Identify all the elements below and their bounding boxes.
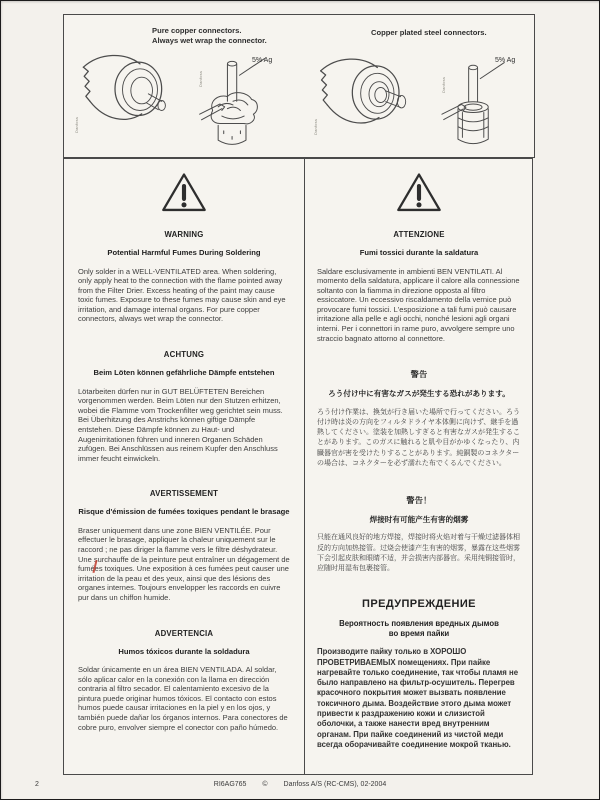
warning-body-french: Braser uniquement dans une zone BIEN VENTILÉE. Pour effectuer le brasage, appliquer la chaleur uniquement sur le raccord ; ne pas diriger la flamme vers le filtre déshydrateur. Une surchauffe de la peinture peut entraîner un dégagement de fumées toxiques. Une exposition à ces fumées peut causer une irritation de la peau et des yeux, ainsi que des lésions des organes internes. Toujours envelopper les raccords en cuivre pur dans un chiffon humide. <box>78 525 290 602</box>
warning-triangle-icon <box>161 171 207 213</box>
warning-subtitle-german: Beim Löten können gefährliche Dämpfe entstehen <box>93 368 275 378</box>
warning-triangle-wrap <box>78 171 290 218</box>
warning-triangle-wrap <box>317 171 521 218</box>
warning-section-german <box>78 350 290 463</box>
figure-copper-plated-steel <box>299 15 534 157</box>
figure-ref-label: Danfoss <box>441 76 446 93</box>
solder-alloy-label: 5% Ag <box>252 57 273 64</box>
figure-ref-label: Danfoss <box>198 70 203 87</box>
warning-body-japanese: ろう付け作業は、換気が行き届いた場所で行ってください。ろう付け時は炎の方向をフィルタドライヤ本体側に向けず、継手を過熱してください。塗装を加熱しすぎると有害なガスが発生することがあります。このガスに触れると肌や目がかゆくなったり、内臓器官が害を受けたりすることがあります。純銅製のコネクターの場合は、コネクターを必ず濡れた布でくるんでください。 <box>316 408 520 467</box>
warnings-column-left <box>64 159 305 774</box>
warning-heading-chinese: 警告！ <box>406 495 432 505</box>
warning-section-russian <box>317 598 521 750</box>
figure-caption-right <box>371 28 487 38</box>
footer-imprint <box>0 781 600 788</box>
warning-triangle-icon <box>396 171 442 213</box>
warning-body-german: Lötarbeiten dürfen nur in GUT BELÜFTETEN Bereichen vorgenommen werden. Beim Löten nur den Stutzen erhitzen, wobei die Flamme vom Trockenfilter weg gerichtet sein muss. Bei Überhitzung des Anstrichs können giftige Dämpfe entstehen. Diese Dämpfe können zu Haut- und Augenirritationen führen und inneren Organen Schäden zufügen. Bei Anschlüssen aus reinem Kupfer den Anschluss immer feucht einwickeln. <box>78 386 283 463</box>
solder-alloy-label: 5% Ag <box>495 57 516 64</box>
caption-line: Pure copper connectors. <box>152 26 242 35</box>
warning-heading-french: AVERTISSEMENT <box>149 489 219 499</box>
warning-body-spanish: Soldar únicamente en un área BIEN VENTILADA. Al soldar, sólo aplicar calor en la conexión con la llama en dirección contraria al filtro secador. El calentamiento excesivo de la pintura puede originar humos tóxicos. El contacto con estos humos puede causar irritaciones en la piel y en los ojos, y también puede dañar los órganos internos. Para conectores de cobre puro, envolver siempre el conector con paño húmedo. <box>78 665 288 732</box>
warning-body-english: Only solder in a WELL-VENTILATED area. When soldering, only apply heat to the connection with the flame pointed away from the Filter Drier. Excess heating of the paint may cause toxic fumes. Exposure to these fumes may cause skin and eye irritation, and damage internal organs. For pure copper connectors, always wet wrap the connector. <box>78 266 286 324</box>
warning-subtitle-italian: Fumi tossici durante la saldatura <box>359 248 479 257</box>
warning-section-english <box>78 230 290 324</box>
warning-section-italian <box>317 230 521 343</box>
figure-ref-label: Danfoss <box>313 118 318 135</box>
warning-subtitle-english: Potential Harmful Fumes During Soldering <box>107 248 261 257</box>
warning-section-french <box>78 489 290 602</box>
steel-connector-illustration <box>309 45 409 145</box>
warnings-panel <box>63 158 533 775</box>
warning-heading-spanish: ADVERTENCIA <box>154 628 214 638</box>
warning-section-spanish <box>78 629 290 733</box>
warning-section-japanese <box>317 369 521 469</box>
figure-pure-copper <box>64 15 299 157</box>
caption-line: Copper plated steel connectors. <box>371 28 487 37</box>
soldering-illustration <box>437 59 511 157</box>
copper-connector-illustration <box>70 41 170 145</box>
warning-heading-english: WARNING <box>164 230 204 239</box>
figures-panel <box>63 14 535 158</box>
warning-heading-german: ACHTUNG <box>163 350 205 360</box>
warning-subtitle-chinese: 焊接时有可能产生有害的烟雾 <box>369 514 469 524</box>
warning-body-italian: Saldare esclusivamente in ambienti BEN VENTILATI. Al momento della saldatura, applicare il calore alla connessione soltanto con la fiamma in direzione opposta al filtro essiccatore. Un eccessivo riscaldamento della vernice può provocare fumi tossici. L'esposizione a tali fumi può causare irritazione alla pelle e agli occhi, nonché lesioni agli organi interni. Per i connettori in rame puro, avvolgere sempre uno straccio bagnato attorno al connettore. <box>316 266 520 343</box>
caption-line: Always wet wrap the connector. <box>152 36 267 45</box>
warning-body-russian: Производите пайку только в ХОРОШО ПРОВЕТРИВАЕМЫХ помещениях. При пайке нагревайте только соединение, так чтобы пламя не было направлено на фильтр-осушитель. Перегрев красочного покрытия может вызвать появление токсичного дыма. Воздействие этого дыма может привести к раздражению кожи и слизистой оболочки, а также нанести вред внутренним органам. При пайке соединений из чистой меди всегда оборачивайте соединение мокрой тканью. <box>316 647 519 749</box>
warning-subtitle-russian: Вероятность появления вредных дымов во время пайки <box>339 619 499 638</box>
footer-document-code: RI6AG765 <box>213 781 247 788</box>
warning-heading-italian: ATTENZIONE <box>393 230 445 239</box>
copyright-symbol: © <box>262 781 268 788</box>
page-number: 2 <box>35 781 39 788</box>
warning-section-chinese <box>317 495 521 574</box>
warning-subtitle-spanish: Humos tóxicos durante la soldadura <box>118 646 250 656</box>
warning-body-chinese: 只能在通风良好的地方焊接，焊接时将火焰对着与干燥过滤器体相反的方向加热接管。过烧会使漆产生有害的烟雾，暴露在这些烟雾下会引起皮肤和眼睛不适，并会损害内部器官。采用纯铜接管时，应随时用湿布包裹接管。 <box>316 534 520 573</box>
figure-ref-label: Danfoss <box>74 116 79 133</box>
soldering-illustration <box>194 53 272 155</box>
warning-heading-japanese: 警告 <box>410 370 428 380</box>
footer-publisher: Danfoss A/S (RC-CMS), 02-2004 <box>283 781 387 788</box>
warning-subtitle-japanese: ろう付け中に有害なガスが発生する恐れがあります。 <box>328 389 510 399</box>
warnings-column-right <box>305 159 532 774</box>
warning-heading-russian: ПРЕДУПРЕЖДЕНИЕ <box>362 598 476 611</box>
warning-subtitle-french: Risque d'émission de fumées toxiques pendant le brasage <box>78 507 290 517</box>
